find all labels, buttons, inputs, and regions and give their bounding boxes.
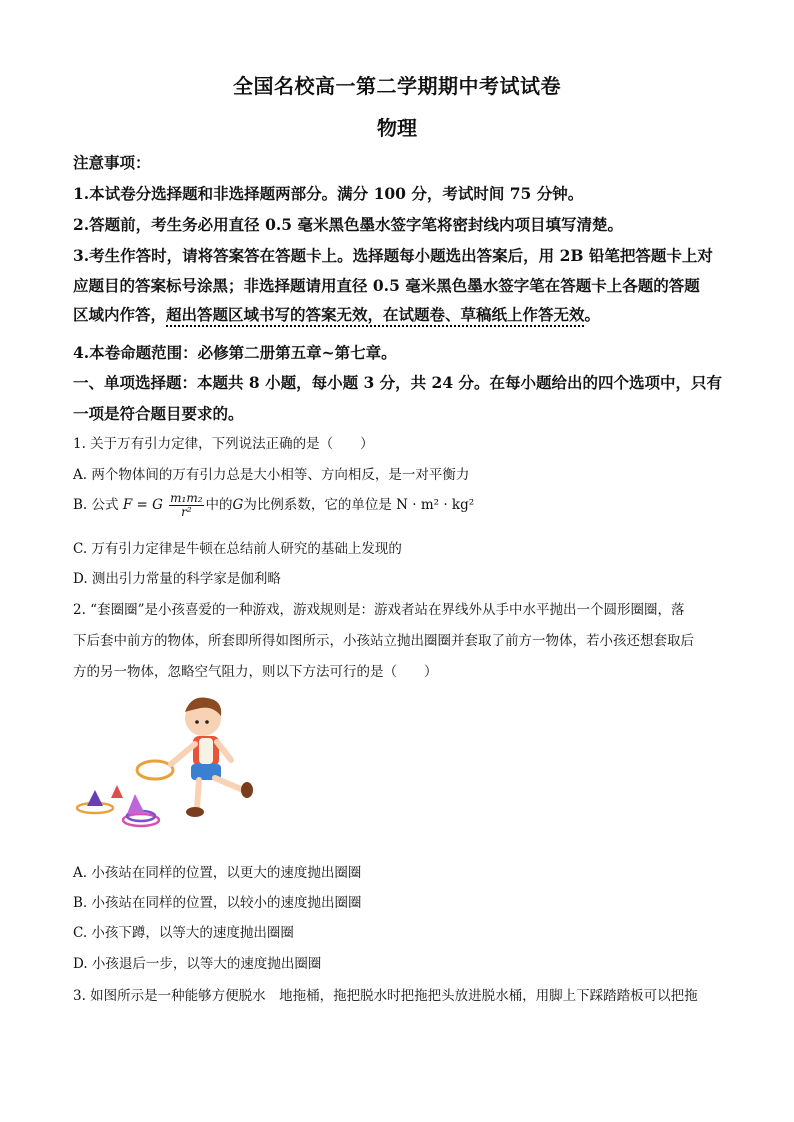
q2-stem-line-3: 方的另一物体，忽略空气阻力，则以下方法可行的是（ ） bbox=[73, 664, 438, 680]
q2-option-b: B. 小孩站在同样的位置，以较小的速度抛出圈圈 bbox=[73, 895, 362, 911]
q3-stem-line-1: 3. 如图所示是一种能够方便脱水 地拖桶，拖把脱水时把拖把头放进脱水桶，用脚上下踩踏踏板可以把拖 bbox=[73, 988, 698, 1004]
note-item-3-line-2: 应题目的答案标号涂黑；非选择题请用直径 0.5 毫米黑色墨水签字笔在答题卡上各题的答题 bbox=[73, 276, 700, 295]
q2-option-c: C. 小孩下蹲，以等大的速度抛出圈圈 bbox=[73, 925, 294, 941]
note-item-3-text: 区域内作答， bbox=[73, 305, 167, 324]
q2-option-a: A. 小孩站在同样的位置，以更大的速度抛出圈圈 bbox=[73, 865, 362, 881]
note-item-3-end: 。 bbox=[584, 305, 601, 324]
subject-title: 物理 bbox=[377, 116, 417, 140]
constant-g: G bbox=[232, 497, 244, 513]
cone-pink-icon bbox=[127, 794, 145, 814]
notes-heading: 注意事项： bbox=[73, 153, 151, 172]
note-item-3-emphasis: 超出答题区域书写的答案无效，在试题卷、草稿纸上作答无效 bbox=[166, 305, 585, 324]
child-arm-icon bbox=[171, 744, 195, 764]
section-1-heading-line-2: 一项是符合题目要求的。 bbox=[73, 404, 244, 423]
thrown-ring-icon bbox=[137, 761, 173, 779]
section-1-heading-line-1: 一、单项选择题：本题共 8 小题，每小题 3 分，共 24 分。在每小题给出的四个选项中，只有 bbox=[73, 373, 723, 392]
q2-stem-line-2: 下后套中前方的物体，所套即所得如图所示，小孩站立抛出圈圈并套取了前方一物体，若小孩还想套取后 bbox=[73, 633, 694, 649]
q1-option-b-suffix: 为比例系数，它的单位是 N · m² · kg² bbox=[243, 497, 475, 513]
gravitation-formula-lhs: F = G bbox=[122, 497, 163, 513]
formula-numerator: m₁m₂ bbox=[170, 491, 203, 505]
q2-stem-line-1: 2. “套圈圈”是小孩喜爱的一种游戏，游戏规则是：游戏者站在界线外从手中水平抛出一个圆形圈圈，落 bbox=[73, 602, 685, 618]
note-item-3-line-3 bbox=[73, 303, 600, 325]
q1-option-d: D. 测出引力常量的科学家是伽利略 bbox=[73, 571, 281, 587]
cone-red-icon bbox=[111, 785, 123, 798]
q1-option-c: C. 万有引力定律是牛顿在总结前人研究的基础上发现的 bbox=[73, 541, 402, 557]
note-item-3-line-1: 3.考生作答时，请将答案答在答题卡上。选择题每小题选出答案后，用 2B 铅笔把答题卡上对 bbox=[73, 246, 713, 265]
child-shoe-icon bbox=[186, 807, 204, 817]
exam-title: 全国名校高一第二学期期中考试试卷 bbox=[233, 74, 561, 98]
q2-option-d: D. 小孩退后一步，以等大的速度抛出圈圈 bbox=[73, 956, 322, 972]
q1-option-b-prefix: B. 公式 bbox=[73, 497, 119, 513]
gravitation-formula-fraction bbox=[169, 492, 203, 519]
q1-stem: 1. 关于万有引力定律，下列说法正确的是（ ） bbox=[73, 436, 374, 452]
ring-toss-illustration bbox=[73, 690, 273, 830]
q1-option-b bbox=[73, 492, 474, 519]
note-item-4: 4.本卷命题范围：必修第二册第五章~第七章。 bbox=[73, 343, 397, 362]
q1-option-b-mid: 中的 bbox=[205, 497, 233, 513]
cone-purple-icon bbox=[87, 790, 103, 806]
formula-denominator: r² bbox=[181, 505, 192, 519]
note-item-1: 1.本试卷分选择题和非选择题两部分。满分 100 分，考试时间 75 分钟。 bbox=[73, 184, 584, 203]
q1-option-a: A. 两个物体间的万有引力总是大小相等、方向相反，是一对平衡力 bbox=[73, 467, 470, 483]
note-item-2: 2.答题前，考生务必用直径 0.5 毫米黑色墨水签字笔将密封线内项目填写清楚。 bbox=[73, 215, 623, 234]
